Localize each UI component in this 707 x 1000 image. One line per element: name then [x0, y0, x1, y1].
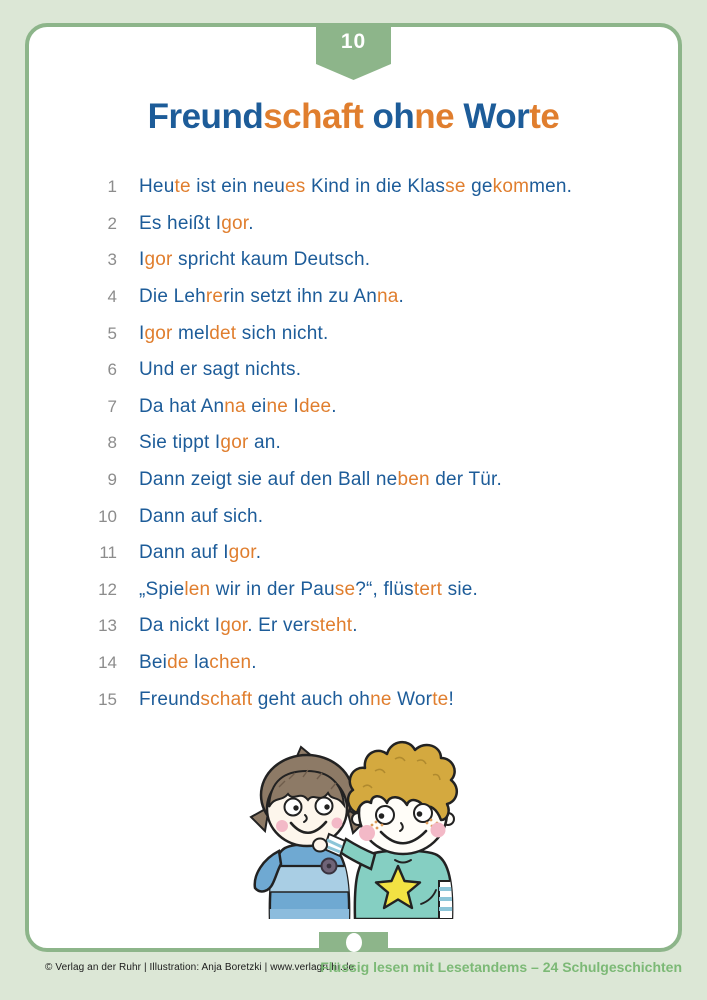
syllable-segment: ne — [370, 688, 392, 710]
story-line — [0, 352, 707, 389]
line-text — [139, 579, 478, 601]
line-number: 1 — [107, 177, 117, 197]
line-text — [139, 396, 337, 418]
syllable-segment: Heu — [139, 176, 175, 198]
syllable-segment: I — [139, 249, 145, 271]
syllable-segment: Die Leh — [139, 286, 206, 308]
line-text — [139, 652, 257, 674]
syllable-segment: Dann auf sich. — [139, 505, 264, 527]
syllable-segment: ben — [397, 469, 430, 491]
syllable-segment: se — [334, 578, 356, 600]
story-line — [0, 242, 707, 279]
line-number: 13 — [98, 616, 117, 636]
story-line — [0, 645, 707, 682]
children-illustration — [245, 731, 463, 919]
syllable-segment: chen — [209, 652, 252, 674]
story-line — [0, 681, 707, 718]
syllable-segment: Wor — [391, 688, 433, 710]
syllable-segment: der Tür. — [429, 469, 502, 491]
story-line — [0, 535, 707, 572]
syllable-segment: tert — [413, 578, 443, 600]
story-line — [0, 206, 707, 243]
line-number: 11 — [99, 543, 117, 563]
syllable-segment: geht auch oh — [252, 688, 371, 710]
syllable-segment: ne — [414, 97, 455, 136]
syllable-segment: steht — [310, 615, 353, 637]
line-text — [139, 542, 261, 564]
syllable-segment: . — [398, 286, 404, 308]
syllable-segment: Wor — [454, 97, 530, 136]
syllable-segment: men. — [529, 176, 573, 198]
line-text — [139, 176, 572, 198]
syllable-segment: ?“, flüs — [355, 578, 414, 600]
syllable-segment: Sie tippt I — [139, 432, 221, 454]
syllable-segment: Da nickt I — [139, 615, 221, 637]
syllable-segment: . — [255, 542, 262, 564]
footer-series-title: Flüssig lesen mit Lesetandems – 24 Schulgeschichten — [320, 959, 682, 975]
syllable-segment: re — [205, 286, 224, 308]
syllable-segment: oh — [363, 97, 415, 136]
line-text — [139, 469, 502, 491]
syllable-segment: na — [224, 395, 246, 417]
syllable-segment: te — [174, 176, 191, 198]
syllable-segment: schaft — [200, 688, 253, 710]
line-text — [139, 359, 301, 381]
syllable-segment: . — [248, 212, 254, 234]
syllable-segment: dee — [298, 395, 332, 417]
line-number: 14 — [98, 653, 117, 673]
line-text — [139, 506, 263, 528]
story-line — [0, 389, 707, 426]
page-number: 10 — [340, 30, 367, 53]
page-number-badge — [316, 23, 391, 81]
syllable-segment: sich nicht. — [236, 322, 329, 344]
syllable-segment: . — [352, 615, 358, 637]
line-number: 4 — [107, 287, 117, 307]
line-text — [139, 249, 370, 271]
syllable-segment: Dann zeigt sie auf den Ball ne — [139, 469, 398, 491]
bottom-tab — [319, 932, 388, 952]
syllable-segment: mel — [172, 322, 210, 344]
line-number: 8 — [107, 433, 117, 453]
line-text — [139, 615, 358, 637]
syllable-segment: ist ein neu — [190, 176, 286, 198]
line-number: 12 — [98, 579, 117, 599]
line-number: 7 — [107, 396, 117, 416]
line-text — [139, 213, 254, 235]
story-lines — [0, 169, 707, 718]
syllable-segment: . Er ver — [247, 615, 311, 637]
syllable-segment: na — [376, 286, 399, 308]
story-line — [0, 608, 707, 645]
syllable-segment: ge — [465, 176, 493, 198]
story-line — [0, 572, 707, 609]
syllable-segment: gor — [220, 432, 249, 454]
story-line — [0, 462, 707, 499]
line-number: 9 — [107, 470, 117, 490]
syllable-segment: te — [432, 688, 449, 710]
syllable-segment: . — [251, 652, 257, 674]
syllable-segment: kom — [492, 176, 530, 198]
syllable-segment: sie. — [442, 578, 478, 600]
story-line — [0, 315, 707, 352]
line-text — [139, 432, 281, 454]
syllable-segment: la — [188, 652, 210, 674]
story-line — [0, 425, 707, 462]
syllable-segment: gor — [228, 542, 256, 564]
line-number: 5 — [107, 323, 117, 343]
syllable-segment: I — [288, 395, 299, 417]
syllable-segment: rin setzt ihn zu An — [223, 286, 377, 308]
syllable-segment: Es heißt I — [139, 212, 222, 234]
syllable-segment: I — [139, 322, 145, 344]
syllable-segment: de — [167, 652, 189, 674]
syllable-segment: gor — [221, 212, 249, 234]
syllable-segment: gor — [220, 615, 248, 637]
footer-credits: © Verlag an der Ruhr | Illustration: Anja Boretzki | www.verlagruhr.de — [45, 962, 355, 973]
story-line — [0, 279, 707, 316]
line-number: 10 — [98, 506, 117, 526]
line-number: 3 — [107, 250, 117, 270]
syllable-segment: an. — [248, 432, 281, 454]
syllable-segment: ei — [245, 395, 267, 417]
bottom-dot — [346, 933, 362, 952]
story-line — [0, 169, 707, 206]
syllable-segment: schaft — [263, 97, 364, 136]
syllable-segment: gor — [144, 322, 173, 344]
syllable-segment: gor — [144, 249, 173, 271]
syllable-segment: len — [184, 578, 211, 600]
syllable-segment: es — [285, 176, 306, 198]
left-child — [251, 747, 365, 919]
syllable-segment: wir in der Pau — [210, 578, 335, 600]
syllable-segment: Und er sagt nichts. — [139, 359, 302, 381]
syllable-segment: . — [331, 395, 337, 417]
line-number: 6 — [107, 360, 117, 380]
syllable-segment: ! — [448, 688, 454, 710]
syllable-segment: Kind in die Klas — [305, 176, 446, 198]
line-number: 2 — [107, 213, 117, 233]
syllable-segment: se — [445, 176, 466, 198]
syllable-segment: „Spie — [139, 578, 185, 600]
syllable-segment: Da hat An — [139, 395, 225, 417]
syllable-segment: Dann auf I — [139, 542, 229, 564]
page-title — [0, 97, 707, 137]
syllable-segment: spricht kaum Deutsch. — [172, 249, 371, 271]
line-text — [139, 689, 454, 711]
syllable-segment: te — [529, 97, 560, 136]
line-text — [139, 323, 328, 345]
syllable-segment: ne — [266, 395, 289, 417]
syllable-segment: Freund — [147, 97, 264, 136]
syllable-segment: Bei — [139, 652, 168, 674]
syllable-segment: Freund — [139, 688, 201, 710]
syllable-segment: det — [209, 322, 237, 344]
line-number: 15 — [98, 689, 117, 709]
line-text — [139, 286, 404, 308]
story-line — [0, 498, 707, 535]
